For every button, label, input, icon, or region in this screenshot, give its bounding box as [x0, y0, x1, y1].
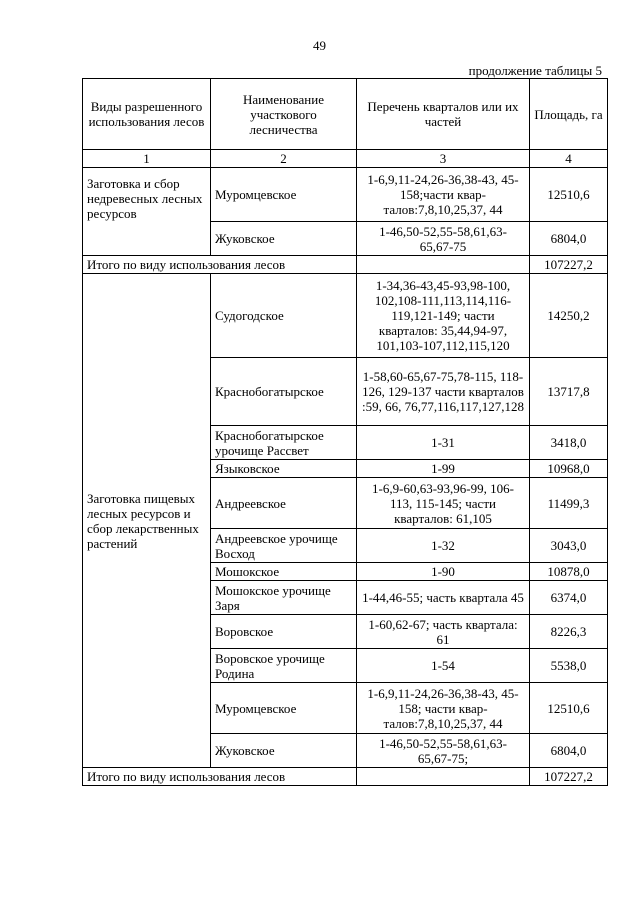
- table-continuation-caption: продолжение таблицы 5: [468, 63, 602, 78]
- quarters-cell: 1-60,62-67; часть квартала: 61: [357, 615, 530, 649]
- district-cell: Воровское урочище Родина: [211, 649, 357, 683]
- district-cell: Жуковское: [211, 222, 357, 256]
- column-number: 2: [211, 150, 357, 168]
- quarters-cell: 1-6,9-60,63-93,96-99, 106-113, 115-145; части кварталов: 61,105: [357, 478, 530, 529]
- district-cell: Андреевское: [211, 478, 357, 529]
- use-type-cell: Заготовка и сбор недревесных лесных ресурсов: [83, 168, 211, 256]
- total-area: 107227,2: [530, 256, 608, 274]
- page-number: 49: [313, 38, 326, 53]
- area-cell: 8226,3: [530, 615, 608, 649]
- header-quarters: Перечень кварталов или их частей: [357, 79, 530, 150]
- district-cell: Краснобогатырское: [211, 358, 357, 426]
- table-row: [83, 168, 608, 222]
- header-district: Наименование участкового лесничества: [211, 79, 357, 150]
- district-cell: Муромцевское: [211, 683, 357, 734]
- district-cell: Мошокское: [211, 563, 357, 581]
- area-cell: 11499,3: [530, 478, 608, 529]
- header-row: [83, 79, 608, 150]
- column-number-row: [83, 150, 608, 168]
- total-empty-cell: [357, 768, 530, 786]
- total-empty-cell: [357, 256, 530, 274]
- column-number: 4: [530, 150, 608, 168]
- total-area: 107227,2: [530, 768, 608, 786]
- forest-use-table: [82, 78, 608, 786]
- quarters-cell: 1-44,46-55; часть квартала 45: [357, 581, 530, 615]
- quarters-cell: 1-6,9,11-24,26-36,38-43, 45-158; части квар- талов:7,8,10,25,37, 44: [357, 683, 530, 734]
- total-row: [83, 768, 608, 786]
- district-cell: Жуковское: [211, 734, 357, 768]
- area-cell: 6374,0: [530, 581, 608, 615]
- area-cell: 14250,2: [530, 274, 608, 358]
- total-label: Итого по виду использования лесов: [83, 256, 357, 274]
- district-cell: Воровское: [211, 615, 357, 649]
- area-cell: 10968,0: [530, 460, 608, 478]
- quarters-cell: 1-54: [357, 649, 530, 683]
- table-row: [83, 274, 608, 358]
- area-cell: 12510,6: [530, 683, 608, 734]
- total-label: Итого по виду использования лесов: [83, 768, 357, 786]
- area-cell: 6804,0: [530, 222, 608, 256]
- quarters-cell: 1-32: [357, 529, 530, 563]
- header-use-type: Виды разрешенного использования лесов: [83, 79, 211, 150]
- column-number: 1: [83, 150, 211, 168]
- area-cell: 13717,8: [530, 358, 608, 426]
- use-type-cell: Заготовка пищевых лесных ресурсов и сбор лекарственных растений: [83, 274, 211, 768]
- quarters-cell: 1-46,50-52,55-58,61,63- 65,67-75: [357, 222, 530, 256]
- column-number: 3: [357, 150, 530, 168]
- quarters-cell: 1-6,9,11-24,26-36,38-43, 45-158;части квар- талов:7,8,10,25,37, 44: [357, 168, 530, 222]
- area-cell: 12510,6: [530, 168, 608, 222]
- quarters-cell: 1-58,60-65,67-75,78-115, 118-126, 129-137 части кварталов :59, 66, 76,77,116,117,127,128: [357, 358, 530, 426]
- quarters-cell: 1-46,50-52,55-58,61,63- 65,67-75;: [357, 734, 530, 768]
- district-cell: Судогодское: [211, 274, 357, 358]
- area-cell: 10878,0: [530, 563, 608, 581]
- area-cell: 6804,0: [530, 734, 608, 768]
- district-cell: Языковское: [211, 460, 357, 478]
- area-cell: 3043,0: [530, 529, 608, 563]
- area-cell: 3418,0: [530, 426, 608, 460]
- area-cell: 5538,0: [530, 649, 608, 683]
- district-cell: Краснобогатырское урочище Рассвет: [211, 426, 357, 460]
- total-row: [83, 256, 608, 274]
- header-area: Площадь, га: [530, 79, 608, 150]
- district-cell: Мошокское урочище Заря: [211, 581, 357, 615]
- quarters-cell: 1-90: [357, 563, 530, 581]
- district-cell: Андреевское урочище Восход: [211, 529, 357, 563]
- district-cell: Муромцевское: [211, 168, 357, 222]
- quarters-cell: 1-99: [357, 460, 530, 478]
- quarters-cell: 1-34,36-43,45-93,98-100, 102,108-111,113,114,116- 119,121-149; части кварталов: 35,44,94-97, 101,103-107,112,115,120: [357, 274, 530, 358]
- quarters-cell: 1-31: [357, 426, 530, 460]
